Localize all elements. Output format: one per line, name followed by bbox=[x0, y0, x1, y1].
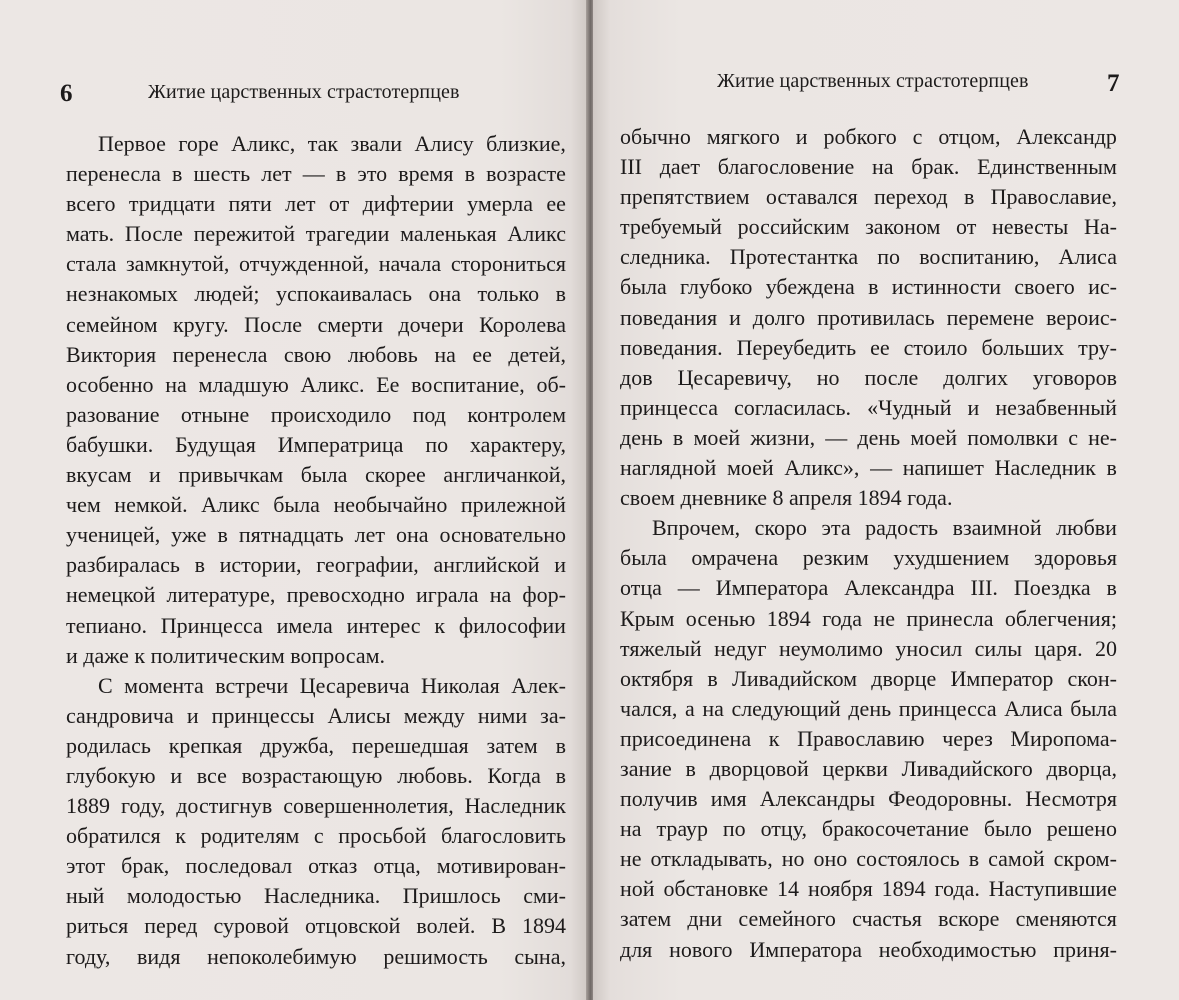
left-page bbox=[0, 0, 588, 1000]
text-line: родилась крепкая дружба, перешедшая затем в bbox=[66, 732, 566, 758]
running-header-left: Житие царственных страстотерпцев bbox=[148, 81, 460, 103]
text-line: 1889 году, достигнув совершеннолетия, Наследник bbox=[66, 793, 566, 819]
text-line: чем немкой. Аликс была необычайно прилежной bbox=[66, 492, 566, 518]
left-page-body bbox=[66, 129, 566, 972]
text-line: стала замкнутой, отчужденной, начала сторониться bbox=[66, 251, 566, 277]
text-line: принцесса согласилась. «Чудный и незабвенный bbox=[620, 394, 1117, 420]
text-line: чался, а на следующий день принцесса Алиса была bbox=[620, 695, 1117, 721]
text-line: С момента встречи Цесаревича Николая Алек- bbox=[98, 672, 566, 698]
text-line: вкусам и привычкам была скорее англичанкой, bbox=[66, 462, 566, 488]
text-line: Первое горе Аликс, так звали Алису близкие, bbox=[98, 131, 566, 156]
text-line: обычно мягкого и робкого с отцом, Александр bbox=[620, 124, 1117, 149]
text-line: была глубоко убеждена в истинности своего ис- bbox=[620, 274, 1117, 300]
text-line: ной обстановке 14 ноября 1894 года. Наступившие bbox=[620, 876, 1117, 902]
text-line: бабушки. Будущая Императрица по характеру, bbox=[66, 431, 566, 457]
text-line: наглядной моей Аликс», — напишет Наследник в bbox=[620, 455, 1117, 481]
text-line: день в моей жизни, — день моей помолвки с не- bbox=[620, 424, 1117, 450]
text-line: присоединена к Православию через Миропома- bbox=[620, 725, 1117, 751]
text-line: была омрачена резким ухудшением здоровья bbox=[620, 545, 1117, 571]
text-line: перенесла в шесть лет — в это время в возрасте bbox=[66, 161, 566, 187]
text-line: следника. Протестантка по воспитанию, Алиса bbox=[620, 244, 1117, 270]
text-line: получив имя Александры Феодоровны. Несмотря bbox=[620, 786, 1117, 812]
text-line: семейном кругу. После смерти дочери Королева bbox=[66, 311, 566, 337]
text-line: разбиралась в истории, географии, английской и bbox=[66, 552, 566, 578]
text-line: тяжелый недуг неумолимо уносил силы царя. 20 bbox=[620, 635, 1117, 661]
text-line: дов Цесаревичу, но после долгих уговоров bbox=[620, 364, 1117, 390]
text-line: поведания и долго противилась перемене вероис- bbox=[620, 304, 1117, 330]
text-line: тепиано. Принцесса имела интерес к философии bbox=[66, 612, 566, 638]
text-line: III дает благословение на брак. Единственным bbox=[620, 154, 1117, 180]
text-line: ный молодостью Наследника. Пришлось сми- bbox=[66, 883, 566, 909]
text-line: на траур по отцу, бракосочетание было решено bbox=[620, 816, 1117, 842]
text-line: сандровича и принцессы Алисы между ними за- bbox=[66, 702, 566, 728]
text-line: октября в Ливадийском дворце Император скон- bbox=[620, 665, 1117, 691]
text-line: немецкой литературе, превосходно играла на фор- bbox=[66, 582, 566, 608]
right-page-body bbox=[620, 122, 1117, 965]
text-line: всего тридцати пяти лет от дифтерии умерла ее bbox=[66, 191, 566, 217]
text-line: разование отныне происходило под контролем bbox=[66, 401, 566, 427]
text-line: Виктория перенесла свою любовь на ее детей, bbox=[66, 341, 566, 367]
text-line: незнакомых людей; успокаивалась она только в bbox=[66, 281, 566, 307]
text-line: затем дни семейного счастья вскоре сменяются bbox=[620, 906, 1117, 932]
text-line: Впрочем, скоро эта радость взаимной любви bbox=[652, 515, 1117, 541]
page-number-left: 6 bbox=[60, 80, 73, 107]
text-line: поведания. Переубедить ее стоило больших тру- bbox=[620, 334, 1117, 360]
text-line: особенно на младшую Аликс. Ее воспитание, об- bbox=[66, 371, 566, 397]
text-line: обратился к родителям с просьбой благословить bbox=[66, 823, 566, 849]
text-line: этот брак, последовал отказ отца, мотивирован- bbox=[66, 853, 566, 879]
text-line: мать. После пережитой трагедии маленькая Аликс bbox=[66, 221, 566, 247]
text-line: требуемый российским законом от невесты На- bbox=[620, 214, 1117, 240]
text-line: ученицей, уже в пятнадцать лет она основательно bbox=[66, 522, 566, 548]
text-line: риться перед суровой отцовской волей. В 1894 bbox=[66, 913, 566, 939]
text-line: препятствием оставался переход в Православие, bbox=[620, 184, 1117, 210]
text-line: году, видя непоколебимую решимость сына, bbox=[66, 943, 566, 969]
text-line: не откладывать, но оно состоялось в самой скром- bbox=[620, 846, 1117, 872]
running-header-right: Житие царственных страстотерпцев bbox=[717, 70, 1029, 92]
right-page bbox=[593, 0, 1179, 1000]
text-line: для нового Императора необходимостью приня- bbox=[620, 936, 1117, 962]
text-line: и даже к политическим вопросам. bbox=[66, 642, 386, 668]
text-line: глубокую и все возрастающую любовь. Когда в bbox=[66, 762, 566, 788]
text-line: отца — Императора Александра III. Поездка в bbox=[620, 575, 1117, 601]
text-line: Крым осенью 1894 года не принесла облегчения; bbox=[620, 605, 1117, 631]
text-line: своем дневнике 8 апреля 1894 года. bbox=[620, 485, 953, 511]
page-number-right: 7 bbox=[1107, 70, 1120, 97]
text-line: зание в дворцовой церкви Ливадийского дворца, bbox=[620, 755, 1117, 781]
